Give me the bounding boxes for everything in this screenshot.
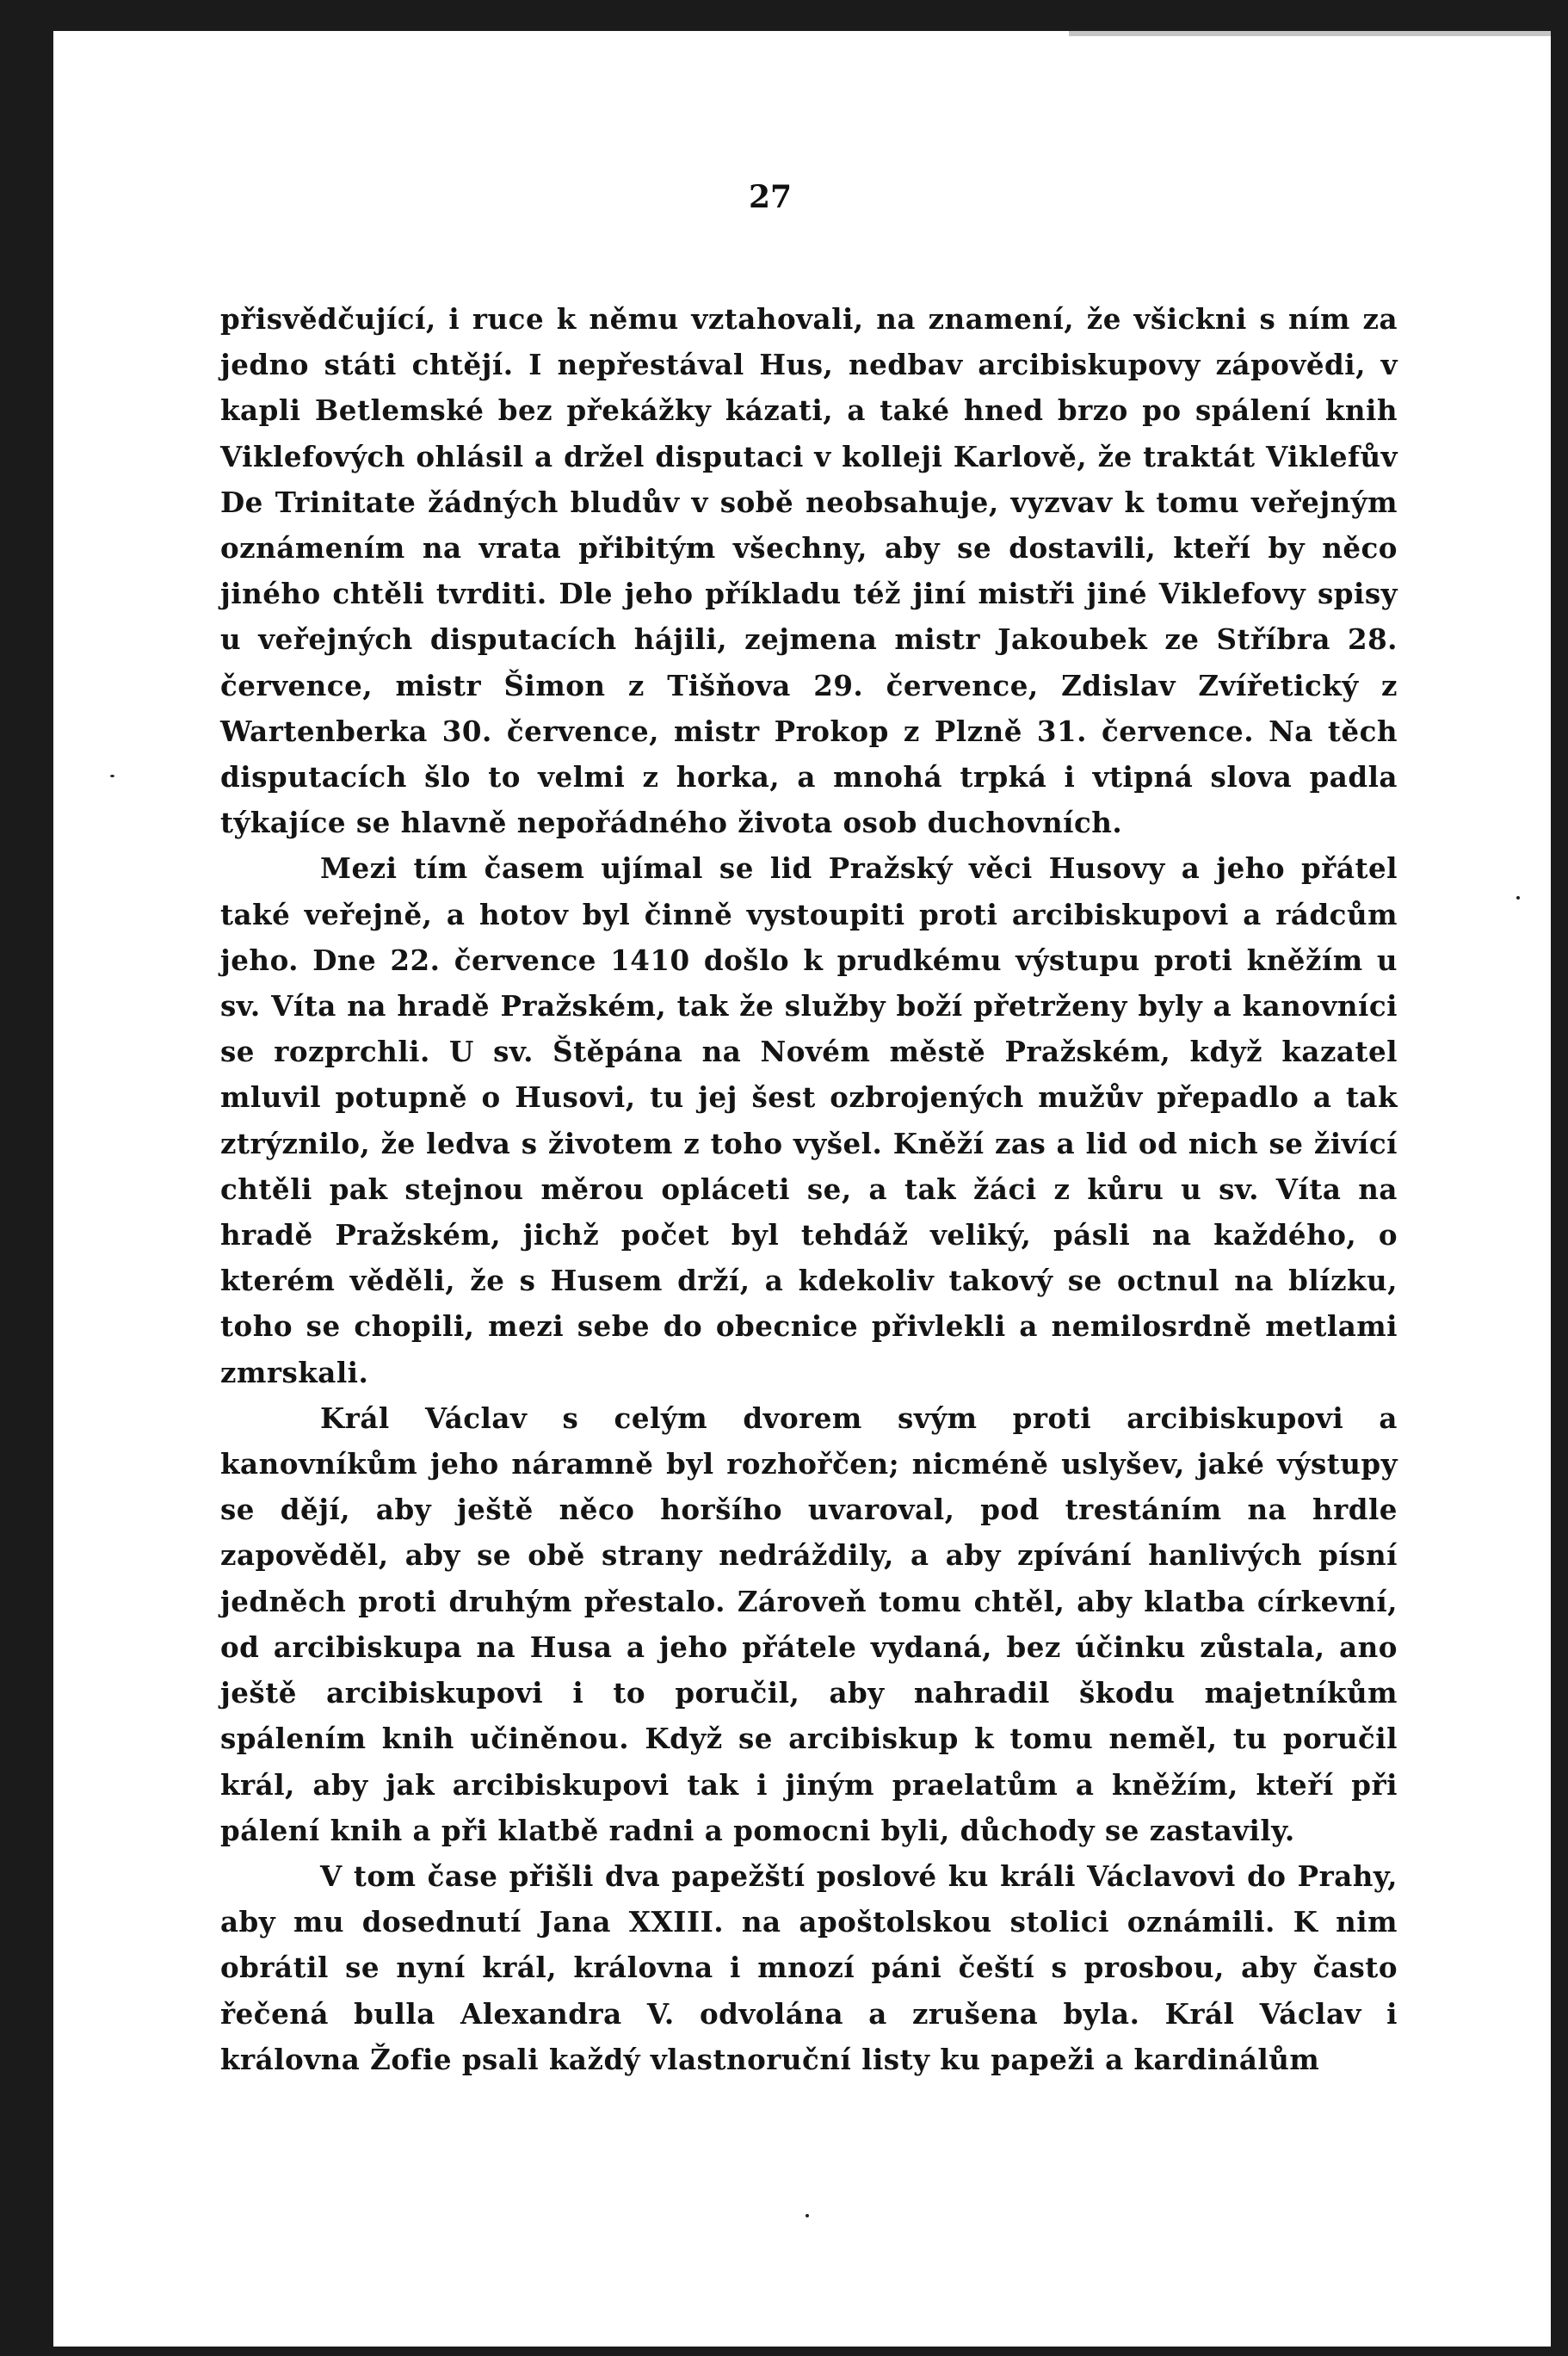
paragraph: Král Václav s celým dvorem svým proti arcibiskupovi a kanovníkům jeho náramně byl rozhořčen; nicméně uslyšev, jaké výstupy se dějí, aby ještě něco horšího uvaroval, pod trestáním na hrdle zapověděl, aby se obě strany nedráždily, a aby zpívání hanlivých písní jedněch proti druhým přestalo. Zároveň tomu chtěl, aby klatba církevní, od arcibiskupa na Husa a jeho přátele vydaná, bez účinku zůstala, ano ještě arcibiskupovi i to poručil, aby nahradil škodu majetníkům spálením knih učiněnou. Když se arcibiskup k tomu neměl, tu poručil král, aby jak arcibiskupovi tak i jiným praelatům a kněžím, kteří při pálení knih a při klatbě radni a pomocni byli, důchody se zastavily. [220, 1401, 1398, 1847]
page-top-edge [1069, 31, 1551, 36]
page-text [220, 296, 1398, 2082]
scan-speck [806, 2214, 809, 2217]
book-page [53, 31, 1551, 2347]
scan-speck [1516, 896, 1520, 900]
page-number: 27 [749, 179, 793, 215]
scan-speck [110, 775, 114, 777]
paragraph: V tom čase přišli dva papežští poslové ku králi Václavovi do Prahy, aby mu dosednutí Jana XXIII. na apoštolskou stolici oznámili. K nim obrátil se nyní král, královna i mnozí páni čeští s prosbou, aby často řečená bulla Alexandra V. odvolána a zrušena byla. Král Václav i královna Žofie psali každý vlastnoruční listy ku papeži a kardinálům [220, 1858, 1398, 2076]
paragraph: Mezi tím časem ujímal se lid Pražský věci Husovy a jeho přátel také veřejně, a hotov byl činně vystoupiti proti arcibiskupovi a rádcům jeho. Dne 22. července 1410 došlo k prudkému výstupu proti kněžím u sv. Víta na hradě Pražském, tak že služby boží přetrženy byly a kanovníci se rozprchli. U sv. Štěpána na Novém městě Pražském, když kazatel mluvil potupně o Husovi, tu jej šest ozbrojených mužův přepadlo a tak ztrýznilo, že ledva s životem z toho vyšel. Kněží zas a lid od nich se živící chtěli pak stejnou měrou opláceti se, a tak žáci z kůru u sv. Víta na hradě Pražském, jichž počet byl tehdáž veliký, pásli na každého, o kterém věděli, že s Husem drží, a kdekoliv takový se octnul na blízku, toho se chopili, mezi sebe do obecnice přivlekli a nemilosrdně metlami zmrskali. [220, 851, 1398, 1389]
paragraph: přisvědčující, i ruce k němu vztahovali, na znamení, že všickni s ním za jedno státi chtějí. I nepřestával Hus, nedbav arcibiskupovy zápovědi, v kapli Betlemské bez překážky kázati, a také hned brzo po spálení knih Viklefových ohlásil a držel disputaci v kolleji Karlově, že traktát Viklefův De Trinitate žádných bludův v sobě neobsahuje, vyzvav k tomu veřejným oznámením na vrata přibitým všechny, aby se dostavili, kteří by něco jiného chtěli tvrditi. Dle jeho příkladu též jiní mistři jiné Viklefovy spisy u veřejných disputacích hájili, zejmena mistr Jakoubek ze Stříbra 28. července, mistr Šimon z Tišňova 29. července, Zdislav Zvířetický z Wartenberka 30. července, mistr Prokop z Plzně 31. července. Na těch disputacích šlo to velmi z horka, a mnohá trpká i vtipná slova padla týkajíce se hlavně nepořádného života osob duchovních. [220, 302, 1398, 840]
